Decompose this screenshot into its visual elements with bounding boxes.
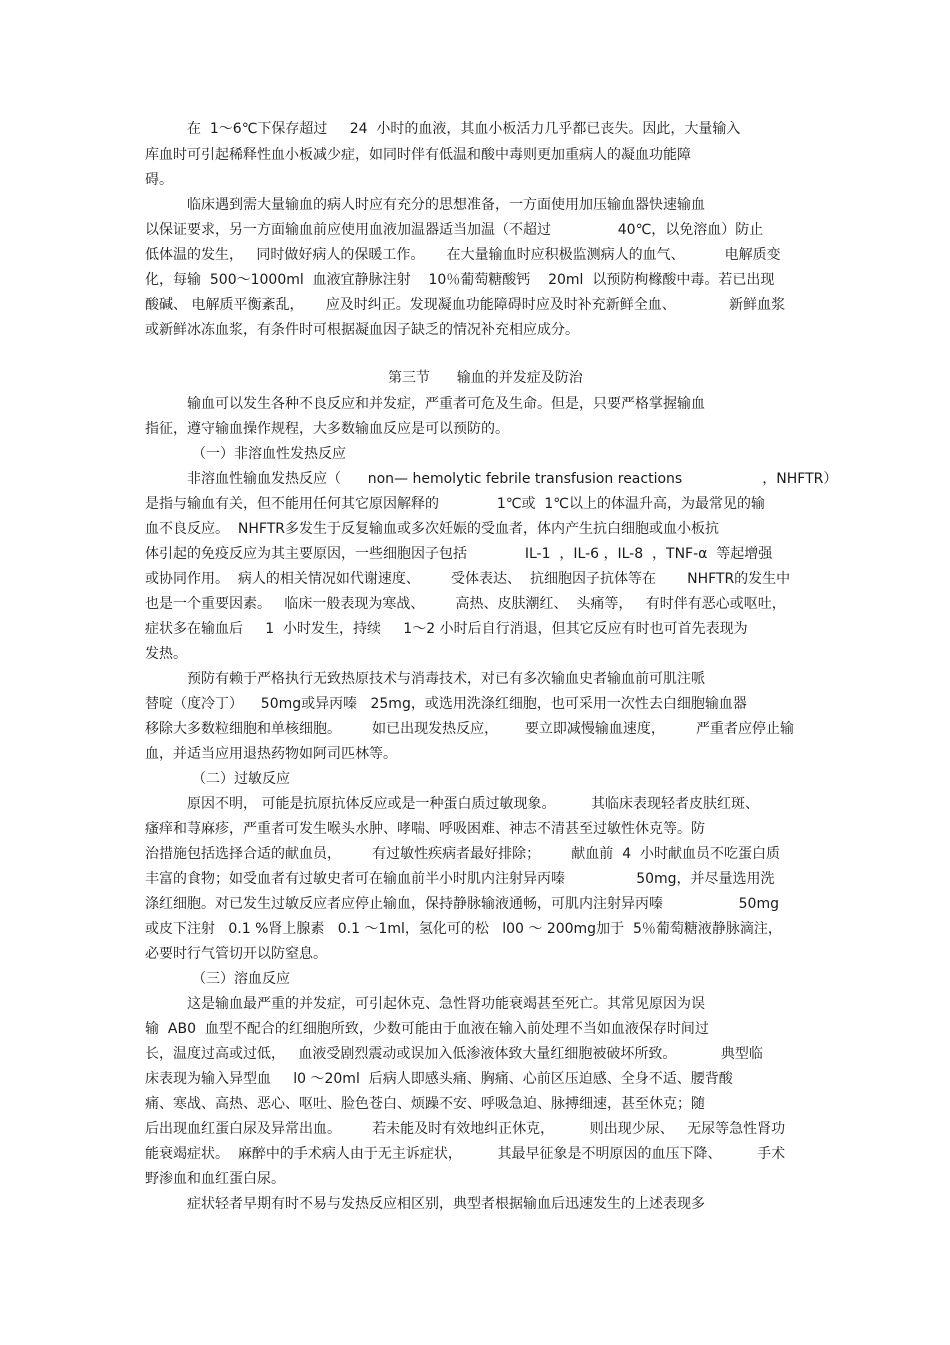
text-line: 预防有赖于严格执行无致热原技术与消毒技术，对已有多次输血史者输血前可肌注哌 <box>187 671 705 687</box>
text-line: 发热。 <box>145 646 187 662</box>
section-title: 第三节 输血的并发症及防治 <box>388 370 583 386</box>
text-line: 能衰竭症状。 麻醉中的手术病人由于无主诉症状， 其最早征象是不明原因的血压下降、 手术 <box>145 1146 786 1162</box>
text-line: 或皮下注射 0.1 %肾上腺素 0.1 ～1ml，氢化可的松 l00 ～ 200mg加于 5％葡萄糖液静脉滴注， <box>145 921 782 937</box>
text-line: 或新鲜冰冻血浆，有条件时可根据凝血因子缺乏的情况补充相应成分。 <box>145 322 579 338</box>
text-line: 指征，遵守输血操作规程，大多数输血反应是可以预防的。 <box>145 421 509 437</box>
text-line: 瘙痒和荨麻疹，严重者可发生喉头水肿、哮喘、呼吸困难、神志不清甚至过敏性休克等。防 <box>145 821 705 837</box>
text-line: 血，并适当应用退热药物如阿司匹林等。 <box>145 746 397 762</box>
text-line: 临床遇到需大量输血的病人时应有充分的思想准备，一方面使用加压输血器快速输血 <box>187 197 705 213</box>
text-line: 输血可以发生各种不良反应和并发症，严重者可危及生命。但是，只要严格掌握输血 <box>187 396 705 412</box>
text-line: 长，温度过高或过低， 血液受剧烈震动或误加入低渗液体致大量红细胞被破坏所致。 典型临 <box>145 1046 763 1062</box>
text-line: 痛、寒战、高热、恶心、呕吐、脸色苍白、烦躁不安、呼吸急迫、脉搏细速，甚至休克；随 <box>145 1096 705 1112</box>
text-line: 必要时行气管切开以防窒息。 <box>145 946 327 962</box>
text-line: 体引起的免疫反应为其主要原因，一些细胞因子包括 IL-1 ，IL-6 ，IL-8 ，TNF-α 等起增强 <box>145 546 773 562</box>
text-line: 碍。 <box>145 172 173 188</box>
text-line: 治措施包括选择合适的献血员， 有过敏性疾病者最好排除； 献血前 4 小时献血员不吃蛋白质 <box>145 846 781 862</box>
text-line: 症状多在输血后 1 小时发生，持续 1～2 小时后自行消退，但其它反应有时也可首先表现为 <box>145 621 748 637</box>
subsection-heading: （二）过敏反应 <box>192 771 290 787</box>
text-line: 移除大多数粒细胞和单核细胞。 如已出现发热反应， 要立即减慢输血速度， 严重者应停止输 <box>145 721 795 737</box>
text-line: 血不良反应。 NHFTR多发生于反复输血或多次妊娠的受血者，体内产生抗白细胞或血小板抗 <box>145 521 719 537</box>
subsection-heading: （一）非溶血性发热反应 <box>192 446 346 462</box>
text-line: 以保证要求，另一方面输血前应使用血液加温器适当加温（不超过 40℃，以免溶血）防止 <box>145 222 764 238</box>
text-line: 原因不明， 可能是抗原抗体反应或是一种蛋白质过敏现象。 其临床表现轻者皮肤红斑、 <box>187 796 760 812</box>
text-line: 非溶血性输血发热反应（ non— hemolytic febrile transfusion reactions ，NHFTR） <box>187 471 838 487</box>
text-line: 化，每输 500～1000ml 血液宜静脉注射 10％葡萄糖酸钙 20ml 以预防枸橼酸中毒。若已出现 <box>145 272 775 288</box>
text-line: 丰富的食物；如受血者有过敏史者可在输血前半小时肌内注射异丙嗪 50mg，并尽量选用洗 <box>145 871 775 887</box>
text-line: 酸碱、 电解质平衡紊乱， 应及时纠正。发现凝血功能障碍时应及时补充新鲜全血、 新鲜血浆 <box>145 297 786 313</box>
text-line: 低体温的发生， 同时做好病人的保暖工作。 在大量输血时应积极监测病人的血气、 电解质变 <box>145 247 781 263</box>
text-line: 在 1～6℃下保存超过 24 小时的血液，其血小板活力几乎都已丧失。因此，大量输入 <box>187 121 741 137</box>
text-line: 症状轻者早期有时不易与发热反应相区别，典型者根据输血后迅速发生的上述表现多 <box>187 1196 705 1212</box>
text-line: 或协同作用。 病人的相关情况如代谢速度、 受体表达、 抗细胞因子抗体等在 NHFTR的发生中 <box>145 571 791 587</box>
text-line: 是指与输血有关，但不能用任何其它原因解释的 1℃或 1℃以上的体温升高，为最常见的输 <box>145 496 766 512</box>
text-line: 后出现血红蛋白尿及异常出血。 若未能及时有效地纠正休克， 则出现少尿、 无尿等急性肾功 <box>145 1121 786 1137</box>
text-line: 床表现为输入异型血 l0 ～20ml 后病人即感头痛、胸痛、心前区压迫感、全身不适、腰背酸 <box>145 1071 733 1087</box>
text-line: 库血时可引起稀释性血小板减少症，如同时伴有低温和酸中毒则更加重病人的凝血功能障 <box>145 147 691 163</box>
subsection-heading: （三）溶血反应 <box>192 971 290 987</box>
text-line: 野渗血和血红蛋白尿。 <box>145 1171 285 1187</box>
text-line: 涤红细胞。对已发生过敏反应者应停止输血，保持静脉输液通畅，可肌内注射异丙嗪 50mg <box>145 896 779 912</box>
text-line: 也是一个重要因素。 临床一般表现为寒战、 高热、皮肤潮红、 头痛等， 有时伴有恶心或呕吐， <box>145 596 786 612</box>
text-line: 输 AB0 血型不配合的红细胞所致，少数可能由于血液在输入前处理不当如血液保存时间过 <box>145 1021 709 1037</box>
text-line: 这是输血最严重的并发症，可引起休克、急性肾功能衰竭甚至死亡。其常见原因为误 <box>187 996 705 1012</box>
text-line: 替啶（度冷丁） 50mg或异丙嗪 25mg，或选用洗涤红细胞，也可采用一次性去白细胞输血器 <box>145 696 747 712</box>
